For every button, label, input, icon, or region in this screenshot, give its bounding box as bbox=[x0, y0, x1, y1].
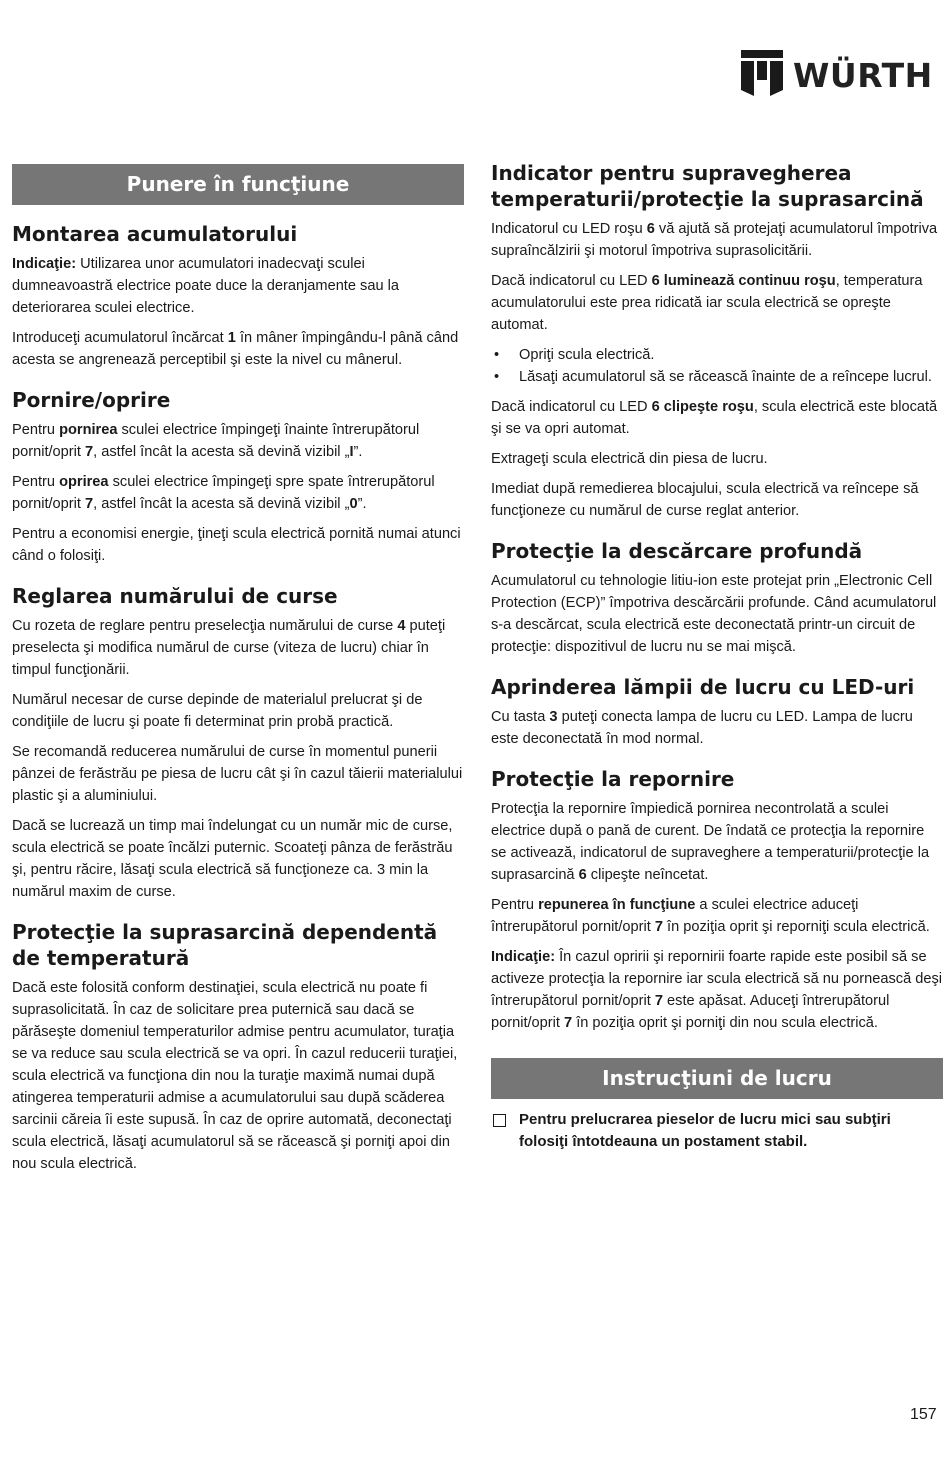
brand-wordmark: WÜRTH bbox=[793, 56, 933, 95]
paragraph: Dacă indicatorul cu LED 6 luminează continuu roşu, temperatura acumulatorului este prea ridicată iar scula electrică se opreşte automat. bbox=[491, 273, 923, 333]
paragraph: Indicaţie: Utilizarea unor acumulatori inadecvaţi sculei dumneavoastră electrice poate duce la deranjamente sau la deteriorarea sculei electrice. bbox=[12, 256, 399, 316]
paragraph: Pentru repunerea în funcţiune a sculei electrice aduceţi întrerupătorul pornit/oprit 7 în poziţia oprit şi reporniţi scula electrică. bbox=[491, 897, 930, 935]
heading-temperature-indicator: Indicator pentru supravegherea temperaturii/protecţie la suprasarcină bbox=[491, 161, 924, 211]
heading-stroke-rate: Reglarea numărului de curse bbox=[12, 584, 338, 608]
list-item: • Opriţi scula electrică. bbox=[491, 344, 943, 366]
paragraph: Introduceţi acumulatorul încărcat 1 în mâner împingându-l până când acesta se angrenează perceptibil şi este la nivel cu mânerul. bbox=[12, 330, 459, 368]
left-column bbox=[12, 160, 464, 1183]
section-bar-commissioning: Punere în funcţiune bbox=[12, 164, 464, 205]
section-bar-work-instructions: Instrucţiuni de lucru bbox=[491, 1058, 943, 1099]
list-item: • Lăsaţi acumulatorul să se răcească înainte de a reîncepe lucrul. bbox=[491, 366, 943, 388]
paragraph: Dacă se lucrează un timp mai îndelungat cu un număr mic de curse, scula electrică se poate încălzi puternic. Scoateţi pânza de ferăstrău şi, pentru răcire, lăsaţi scula electrică să funcţioneze ca. 3 min la numărul maxim de curse. bbox=[12, 818, 453, 900]
paragraph: Dacă indicatorul cu LED 6 clipeşte roşu, scula electrică este blocată şi se va opri automat. bbox=[491, 399, 938, 437]
heading-led-lamp: Aprinderea lămpii de lucru cu LED-uri bbox=[491, 675, 915, 699]
paragraph: Extrageţi scula electrică din piesa de lucru. bbox=[491, 451, 768, 467]
bullet-list bbox=[491, 344, 943, 388]
paragraph: Se recomandă reducerea numărului de curse în momentul punerii pânzei de ferăstrău pe piesa de lucru cât şi în cazul tăierii materialului plastic şi a aluminiului. bbox=[12, 744, 463, 804]
paragraph: Pentru oprirea sculei electrice împingeţi spre spate întrerupătorul pornit/oprit 7, astfel încât la acesta să devină vizibil „0”. bbox=[12, 474, 435, 512]
wurth-logo bbox=[741, 50, 946, 98]
heading-deep-discharge: Protecţie la descărcare profundă bbox=[491, 539, 863, 563]
paragraph: Acumulatorul cu tehnologie litiu-ion este protejat prin „Electronic Cell Protection (ECP)” împotriva descărcării profunde. Când acumulatorul s-a descărcat, scula electrică este deconectată printr-un circuit de protecţie: dispozitivul de lucru nu se mai mişcă. bbox=[491, 573, 937, 655]
paragraph: Numărul necesar de curse depinde de materialul prelucrat şi de condiţiile de lucru şi poate fi determinat prin probă practică. bbox=[12, 692, 423, 730]
right-column bbox=[491, 160, 943, 1153]
bullet-icon: • bbox=[494, 347, 500, 363]
heading-overload-protection: Protecţie la suprasarcină dependentă de temperatură bbox=[12, 920, 438, 970]
checkbox-square-icon bbox=[493, 1114, 506, 1127]
bullet-icon: • bbox=[494, 369, 500, 385]
heading-on-off: Pornire/oprire bbox=[12, 388, 171, 412]
paragraph: Indicatorul cu LED roşu 6 vă ajută să protejaţi acumulatorul împotriva supraîncălzirii şi motorul împotriva suprasolicitării. bbox=[491, 221, 938, 259]
paragraph: Pentru a economisi energie, ţineţi scula electrică pornită numai atunci când o folosiţi. bbox=[12, 526, 461, 564]
paragraph: Pentru pornirea sculei electrice împingeţi înainte întrerupătorul pornit/oprit 7, astfel încât la acesta să devină vizibil „I”. bbox=[12, 422, 420, 460]
tip-item: Pentru prelucrarea pieselor de lucru mici sau subţiri folosiţi întotdeauna un postament stabil. bbox=[491, 1109, 943, 1153]
paragraph: Protecţia la repornire împiedică pornirea necontrolată a sculei electrice după o pană de curent. De îndată ce protecţia la repornire se activează, indicatorul de supraveghere a temperaturii/protecţie la suprasarcină 6 clipeşte neîncetat. bbox=[491, 801, 930, 883]
paragraph: Imediat după remedierea blocajului, scula electrică va reîncepe să funcţioneze cu numărul de curse reglat anterior. bbox=[491, 481, 919, 519]
wurth-emblem-icon bbox=[741, 50, 783, 96]
paragraph: Indicaţie: În cazul opririi şi repornirii foarte rapide este posibil să se activeze protecţia la repornire iar scula electrică să nu pornească deşi întrerupătorul pornit/oprit 7 este apăsat. Aduceţi întrerupătorul pornit/oprit 7 în poziţia oprit şi porniţi din nou scula electrică. bbox=[491, 949, 943, 1031]
page-number: 157 bbox=[910, 1406, 937, 1423]
paragraph: Cu tasta 3 puteţi conecta lampa de lucru cu LED. Lampa de lucru este deconectată în mod normal. bbox=[491, 709, 913, 747]
paragraph: Cu rozeta de reglare pentru preselecţia numărului de curse 4 puteţi preselecta şi modifica numărul de curse (viteza de lucru) chiar în timpul funcţionării. bbox=[12, 618, 446, 678]
heading-restart-protection: Protecţie la repornire bbox=[491, 767, 735, 791]
heading-battery-mounting: Montarea acumulatorului bbox=[12, 222, 298, 246]
paragraph: Dacă este folosită conform destinaţiei, scula electrică nu poate fi suprasolicitată. În caz de solicitare prea puternică sau dacă se părăseşte domeniul temperaturilor admise pentru acumulator, turaţia se va reduce sau scula electrică se va opri. În cazul reducerii turaţiei, scula electrică va funcţiona din nou la turaţie maximă numai după atingerea temperaturii admise a acumulatorului sau după scăderea sarcinii căreia îi este supusă. În caz de oprire automată, deconectaţi scula electrică, lăsaţi acumulatorul să se răcească şi porniţi apoi din nou scula electrică. bbox=[12, 980, 458, 1172]
